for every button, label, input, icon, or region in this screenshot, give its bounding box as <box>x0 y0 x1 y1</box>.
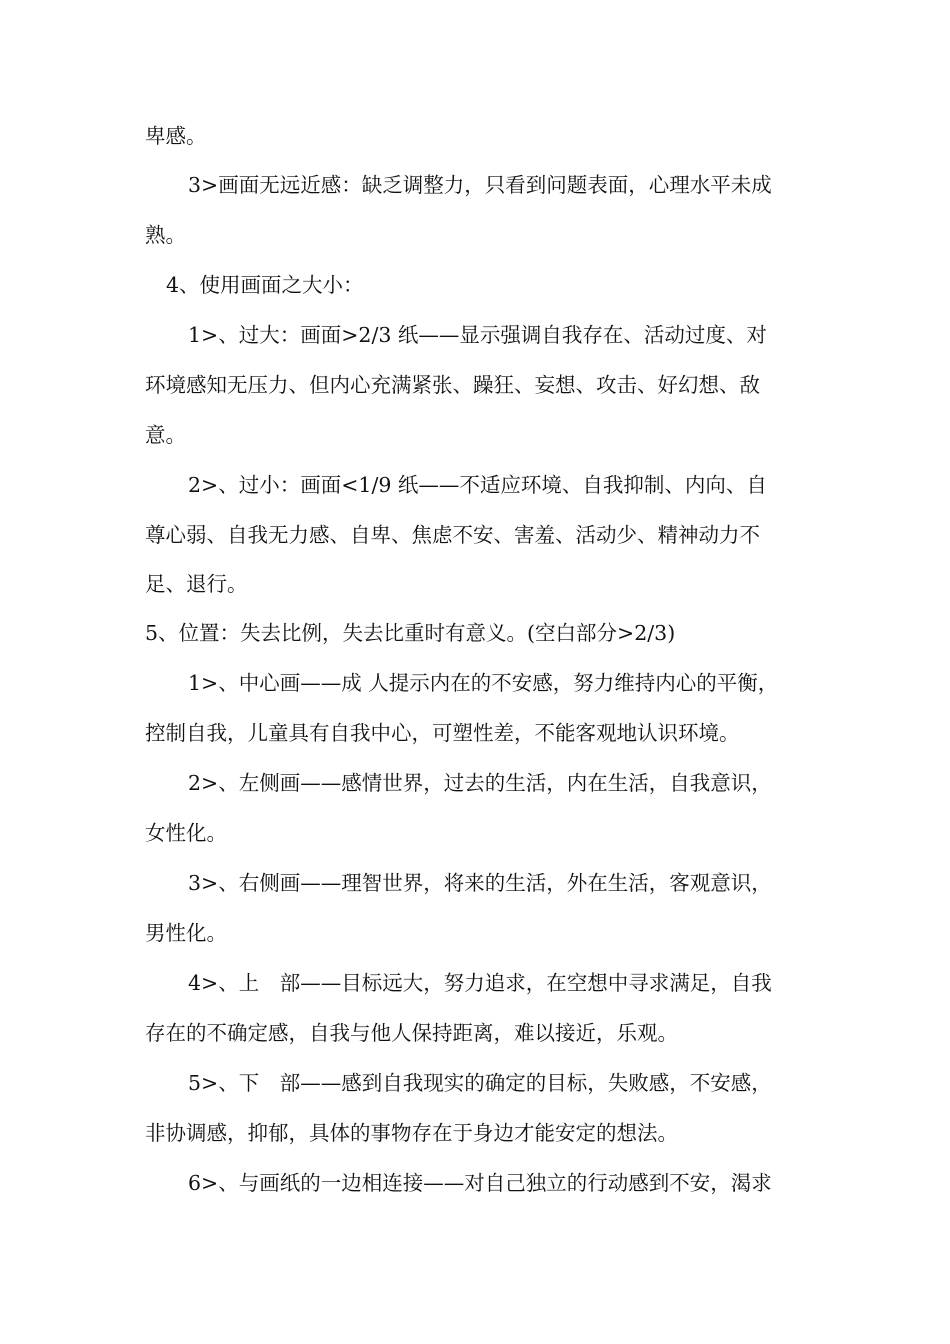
text-line-12: 1>、中心画——成 人提示内在的不安感，努力维持内心的平衡， <box>188 671 779 695</box>
text-line-10: 足、退行。 <box>145 572 248 596</box>
text-line-16: 3>、右侧画——理智世界，将来的生活，外在生活，客观意识， <box>188 871 772 895</box>
text-line-1: 卑感。 <box>145 124 207 148</box>
text-line-8: 2>、过小：画面<1/9 纸——不适应环境、自我抑制、内向、自 <box>188 473 767 497</box>
section-heading-4: 4、使用画面之大小： <box>166 273 364 297</box>
text-line-18: 4>、上 部——目标远大，努力追求，在空想中寻求满足，自我 <box>188 971 772 995</box>
text-line-15: 女性化。 <box>145 821 227 845</box>
text-line-5: 1>、过大：画面>2/3 纸——显示强调自我存在、活动过度、对 <box>188 323 767 347</box>
text-line-20: 5>、下 部——感到自我现实的确定的目标，失败感，不安感， <box>188 1071 772 1095</box>
text-line-14: 2>、左侧画——感情世界，过去的生活，内在生活，自我意识， <box>188 771 772 795</box>
text-line-2: 3>画面无远近感：缺乏调整力，只看到问题表面，心理水平未成 <box>188 173 772 197</box>
text-line-17: 男性化。 <box>145 921 227 945</box>
text-line-3: 熟。 <box>145 223 186 247</box>
text-line-13: 控制自我，儿童具有自我中心，可塑性差，不能客观地认识环境。 <box>145 721 740 745</box>
text-line-6: 环境感知无压力、但内心充满紧张、躁狂、妄想、攻击、好幻想、敌 <box>145 373 760 397</box>
section-heading-5: 5、位置：失去比例，失去比重时有意义。(空白部分>2/3) <box>145 621 676 645</box>
text-line-9: 尊心弱、自我无力感、自卑、焦虑不安、害羞、活动少、精神动力不 <box>145 523 760 547</box>
text-line-7: 意。 <box>145 423 186 447</box>
text-line-21: 非协调感，抑郁，具体的事物存在于身边才能安定的想法。 <box>145 1121 678 1145</box>
text-line-22: 6>、与画纸的一边相连接——对自己独立的行动感到不安，渴求 <box>188 1171 772 1195</box>
text-line-19: 存在的不确定感，自我与他人保持距离，难以接近，乐观。 <box>145 1021 678 1045</box>
